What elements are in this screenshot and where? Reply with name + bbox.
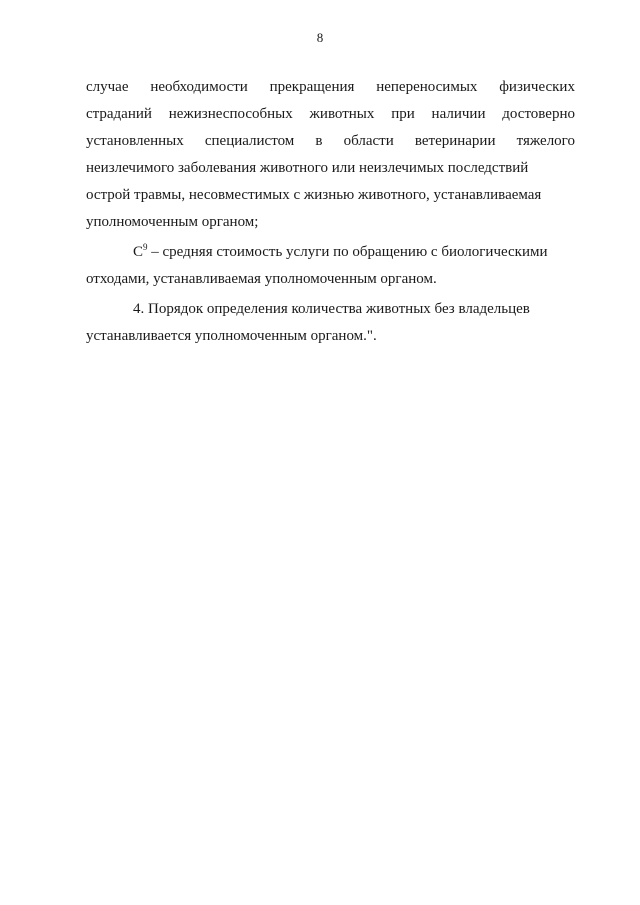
text-line: неизлечимого заболевания животного или неизлечимых последствий xyxy=(86,160,529,176)
word: достоверно xyxy=(502,106,575,122)
word: тяжелого xyxy=(516,133,575,149)
text-line xyxy=(86,128,575,155)
document-body xyxy=(86,74,575,350)
text-line xyxy=(86,101,575,128)
text-line: острой травмы, несовместимых с жизнью животного, устанавливаемая xyxy=(86,187,542,203)
text-line: 4. Порядок определения количества животных без владельцев xyxy=(133,301,530,317)
paragraph-definition-continuation xyxy=(86,74,575,236)
word: страданий xyxy=(86,106,152,122)
page-number: 8 xyxy=(316,30,324,45)
text-line: устанавливается уполномоченным органом.". xyxy=(86,328,377,344)
word: животных xyxy=(309,106,375,122)
text-run: – средняя стоимость услуги по обращению с биологическими xyxy=(147,244,548,260)
word: в xyxy=(315,133,323,149)
word: наличии xyxy=(431,106,486,122)
text-line xyxy=(86,74,575,101)
word: специалистом xyxy=(204,133,295,149)
text-line: отходами, устанавливаемая уполномоченным органом. xyxy=(86,271,437,287)
word: физических xyxy=(499,79,575,95)
word: прекращения xyxy=(269,79,355,95)
formula-symbol: C xyxy=(133,244,144,260)
paragraph-item-4 xyxy=(86,296,575,350)
formula-superscript: 9 xyxy=(143,242,148,252)
word: случае xyxy=(86,79,129,95)
word: нежизнеспособных xyxy=(168,106,293,122)
text-line: уполномоченным органом; xyxy=(86,214,259,230)
word: ветеринарии xyxy=(414,133,496,149)
word: установленных xyxy=(86,133,184,149)
word: области xyxy=(343,133,394,149)
word: необходимости xyxy=(150,79,248,95)
paragraph-c9-definition xyxy=(86,239,575,293)
word: непереносимых xyxy=(376,79,478,95)
word: при xyxy=(391,106,415,122)
text-line xyxy=(86,239,575,266)
